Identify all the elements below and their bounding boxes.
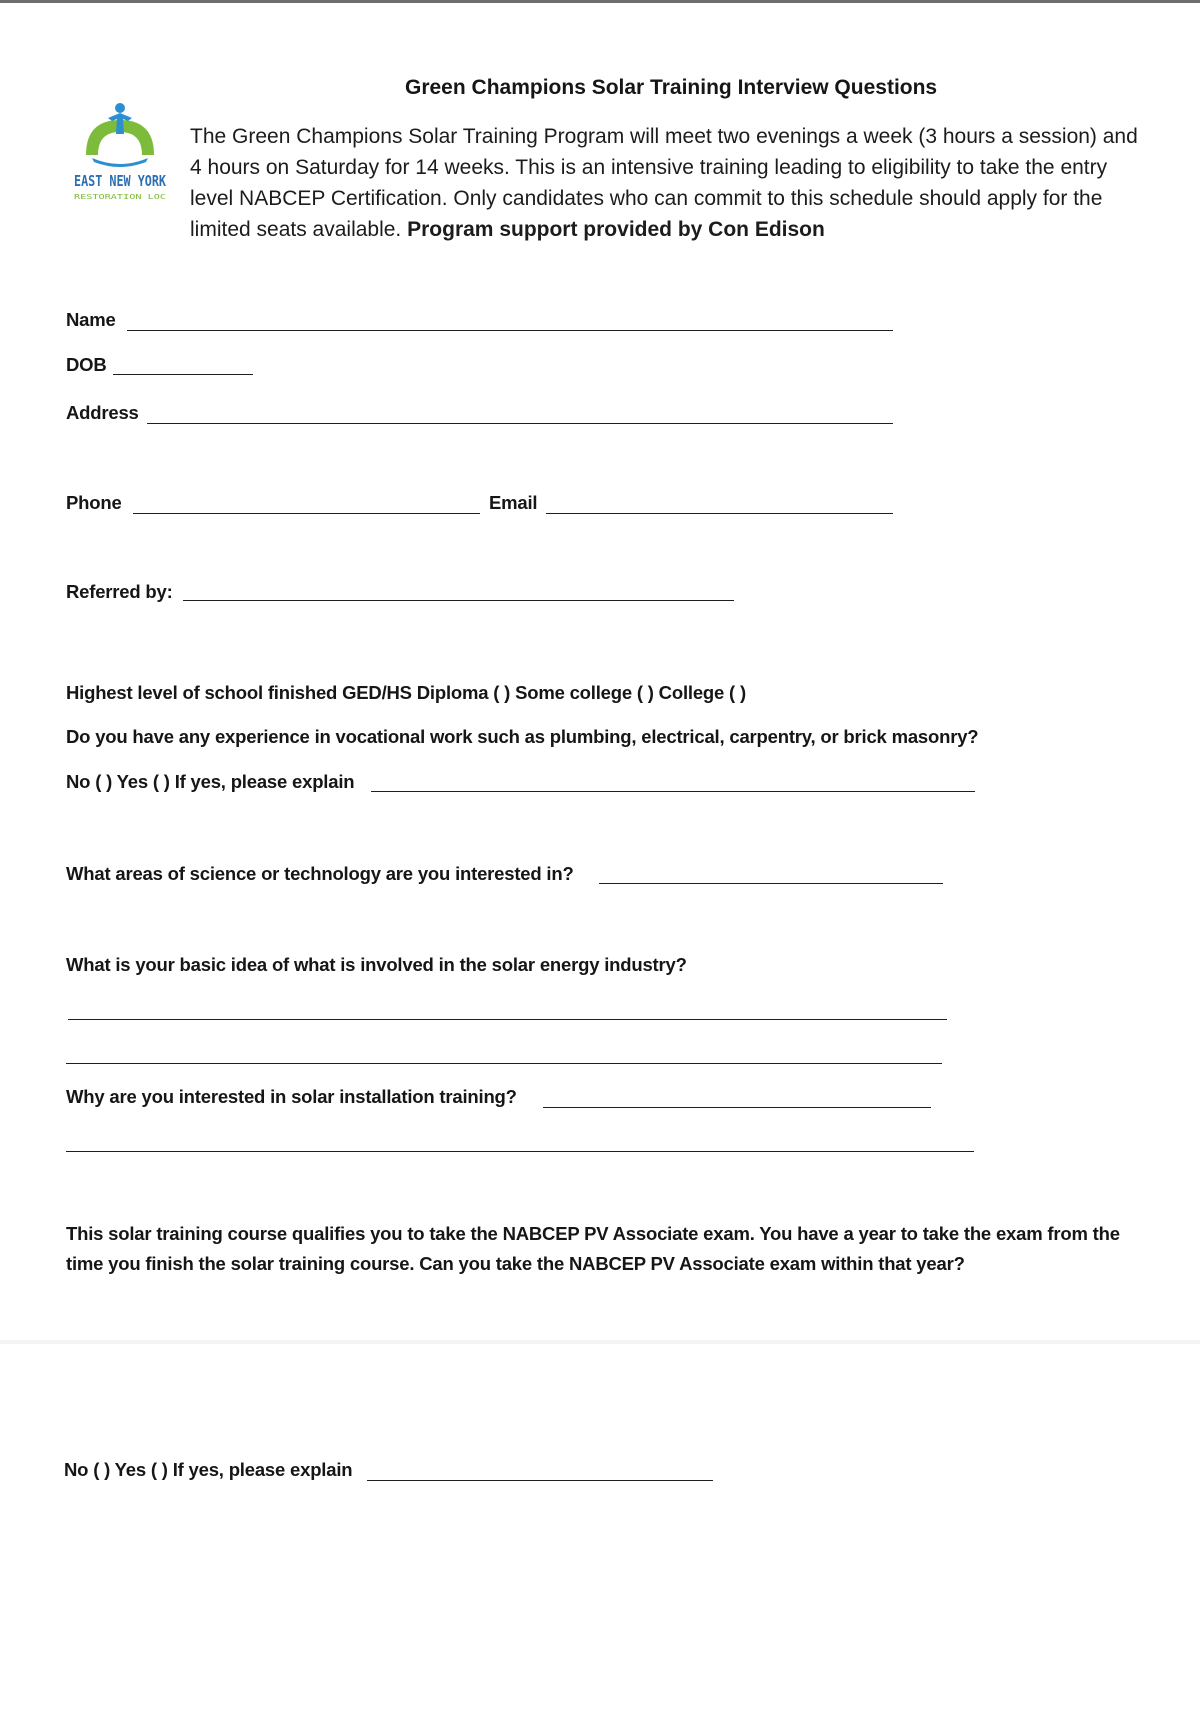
science-field[interactable] — [599, 883, 943, 884]
address-field[interactable] — [147, 423, 893, 424]
vocational-question: Do you have any experience in vocational work such as plumbing, electrical, carpentry, or brick masonry? — [66, 726, 979, 747]
logo-text: EAST NEW YORK — [74, 172, 166, 190]
solar-idea-question: What is your basic idea of what is involved in the solar energy industry? — [66, 954, 687, 975]
intro-text: The Green Champions Solar Training Program will meet two evenings a week (3 hours a session) and 4 hours on Saturday for 14 weeks. This is an intensive training leading to eligibility to take the entry level NABCEP Certification. Only candidates who can commit to this schedule should apply for the limited seats available. — [190, 125, 1138, 241]
referred-by-field[interactable] — [183, 600, 734, 601]
why-interested-question: Why are you interested in solar installation training? — [66, 1086, 517, 1107]
phone-field[interactable] — [133, 513, 480, 514]
name-field[interactable] — [127, 330, 893, 331]
solar-idea-line-2[interactable] — [66, 1063, 942, 1064]
vocational-followup: No ( ) Yes ( ) If yes, please explain — [66, 771, 355, 792]
intro-paragraph — [190, 121, 1150, 245]
nabcep-question: This solar training course qualifies you to take the NABCEP PV Associate exam. You have a year to take the exam from the time you finish the solar training course. Can you take the NABCEP PV Associate exam within that year? — [66, 1223, 1120, 1274]
why-interested-field[interactable] — [543, 1107, 931, 1108]
referred-by-label: Referred by: — [66, 581, 173, 602]
email-field[interactable] — [546, 513, 893, 514]
dob-field[interactable] — [113, 374, 253, 375]
phone-label: Phone — [66, 492, 122, 513]
nabcep-explain-field[interactable] — [367, 1480, 713, 1481]
logo-subtext: RESTORATION LOC — [74, 193, 166, 201]
email-label: Email — [489, 492, 538, 513]
vocational-explain-field[interactable] — [371, 791, 975, 792]
document-page-1 — [0, 3, 1200, 1340]
east-new-york-logo — [72, 100, 168, 210]
address-label: Address — [66, 402, 139, 423]
solar-idea-line-1[interactable] — [68, 1019, 947, 1020]
name-label: Name — [66, 309, 116, 330]
document-page-2 — [0, 1344, 1200, 1712]
science-question: What areas of science or technology are you interested in? — [66, 863, 574, 884]
dob-label: DOB — [66, 354, 107, 375]
nabcep-followup: No ( ) Yes ( ) If yes, please explain — [64, 1459, 353, 1480]
form-title: Green Champions Solar Training Interview Questions — [405, 76, 938, 99]
why-interested-line-2[interactable] — [66, 1151, 974, 1152]
intro-support-text: Program support provided by Con Edison — [407, 218, 825, 241]
education-question: Highest level of school finished GED/HS Diploma ( ) Some college ( ) College ( ) — [66, 682, 746, 703]
